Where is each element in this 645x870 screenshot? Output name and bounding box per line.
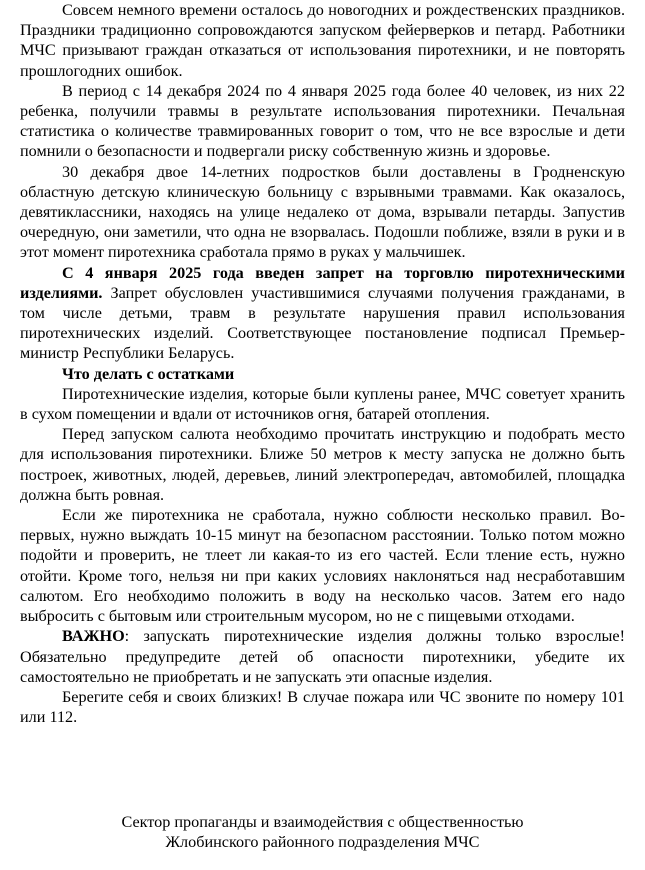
document-body [20, 0, 625, 727]
paragraph-incident: 30 декабря двое 14-летних подростков были доставлены в Гродненскую областную детскую клиническую больницу с взрывными травмами. Как оказалось, девятиклассники, находясь на улице недалеко от дома, взрывали петарды. Запустив очередную, они заметили, что одна не взорвалась. Подошли поближе, взяли в руки и в этот момент пиротехника сработала прямо в руках у мальчишек. [20, 162, 625, 262]
paragraph-important [20, 626, 625, 687]
signature-line-2: Жлобинского районного подразделения МЧС [165, 833, 480, 852]
paragraph-ban [20, 263, 625, 364]
paragraph-intro: Совсем немного времени осталось до новогодних и рождественских праздников. Праздники традиционно сопровождаются запуском фейерверков и петард. Работники МЧС призывают граждан отказаться от использования пиротехники, и не повторять прошлогодних ошибок. [20, 1, 625, 80]
important-rest-text: : запускать пиротехнические изделия должны только взрослые! Обязательно предупредите детей об опасности пиротехники, убедите их самостоятельно не приобретать и не запускать эти опасные изделия. [20, 627, 625, 686]
paragraph-misfire: Если же пиротехника не сработала, нужно соблюсти несколько правил. Во-первых, нужно выждать 10-15 минут на безопасном расстоянии. Только потом можно подойти и проверить, не тлеет ли какая-то из его частей. Если тление есть, нужно отойти. Кроме того, нельзя ни при каких условиях наклоняться над несработавшим салютом. Его необходимо положить в воду на несколько часов. Затем его надо выбросить с бытовым или строительным мусором, но не с пищевыми отходами. [20, 506, 625, 626]
section-heading: Что делать с остатками [62, 364, 235, 383]
important-bold-label: ВАЖНО [62, 627, 125, 646]
ban-bold-text: С 4 января 2025 года введен запрет на торговлю пиротехническими изделиями. [20, 263, 625, 302]
paragraph-storage: Пиротехнические изделия, которые были куплены ранее, МЧС советует хранить в сухом помещении и вдали от источников огня, батарей отопления. [20, 384, 625, 424]
signature-block [0, 812, 645, 852]
paragraph-launch-rules: Перед запуском салюта необходимо прочитать инструкцию и подобрать место для использования пиротехники. Ближе 50 метров к месту запуска не должно быть построек, животных, людей, деревьев, линий электропередач, автомобилей, площадка должна быть ровная. [20, 425, 625, 504]
paragraph-emergency-numbers: Берегите себя и своих близких! В случае пожара или ЧС звоните по номеру 101 или 112. [20, 687, 625, 727]
signature-line-1: Сектор пропаганды и взаимодействия с общественностью [121, 813, 524, 831]
paragraph-statistics: В период с 14 декабря 2024 по 4 января 2025 года более 40 человек, из них 22 ребенка, получили травмы в результате использования пиротехники. Печальная статистика о количестве травмированных говорит о том, что не все взрослые и дети помнили о безопасности и подвергали риску собственную жизнь и здоровье. [20, 81, 625, 161]
ban-rest-text: Запрет обусловлен участившимися случаями получения гражданами, в том числе детьми, травм в результате нарушения правил использования пиротехнических изделий. Соответствующее постановление подписал Премьер-министр Республики Беларусь. [20, 283, 625, 363]
